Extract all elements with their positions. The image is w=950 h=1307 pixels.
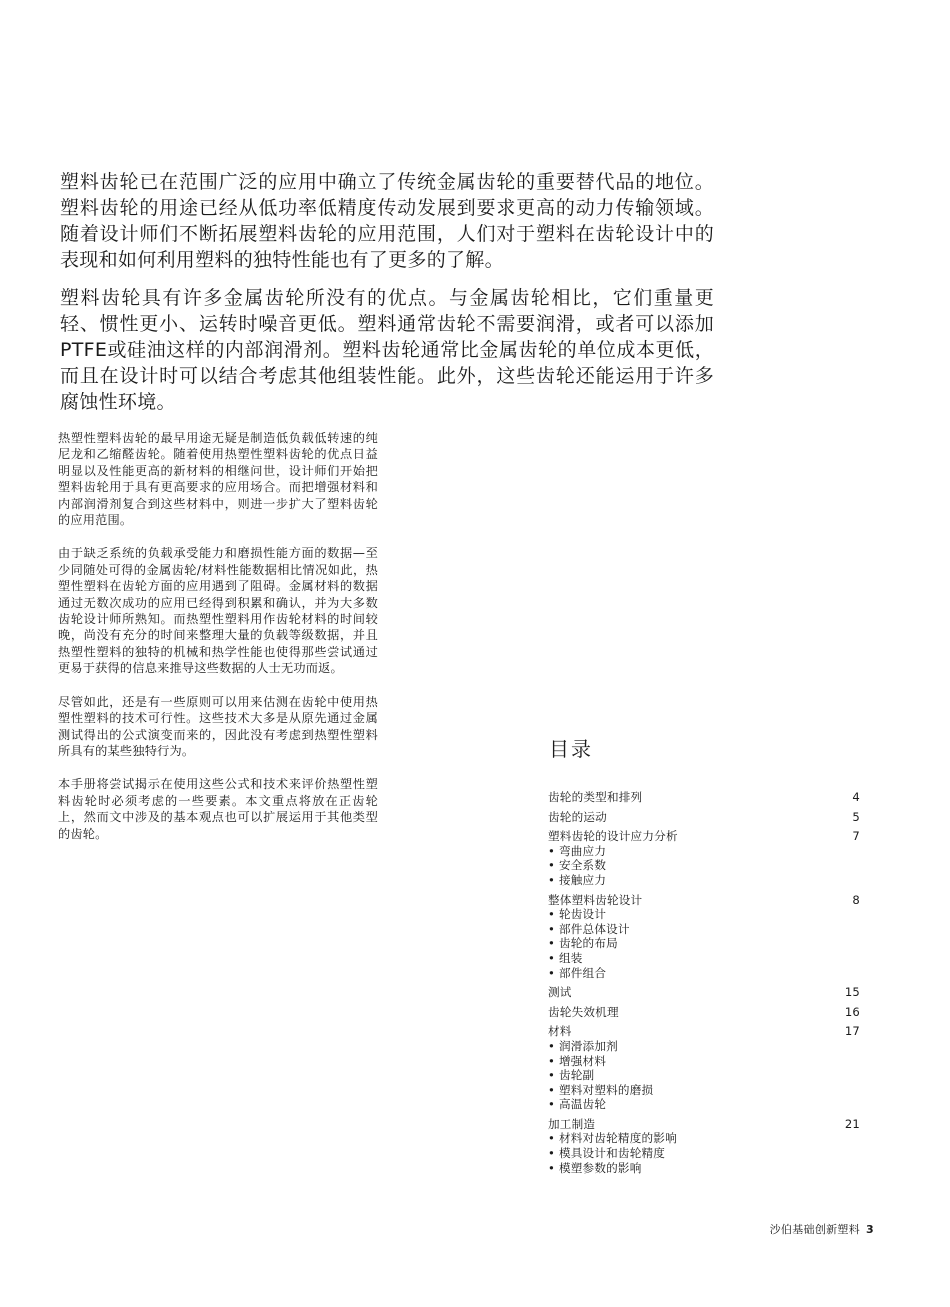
- toc-subitem: • 模塑参数的影响: [548, 1161, 864, 1176]
- toc-entry-label: 齿轮失效机理: [548, 1004, 619, 1019]
- toc-entry-page: 21: [844, 1116, 860, 1131]
- toc-entry[interactable]: [548, 1005, 864, 1020]
- footer-brand: 沙伯基础创新塑料: [769, 1223, 861, 1236]
- toc-entry-label: 测试: [548, 985, 572, 1000]
- toc-subitem: • 组装: [548, 951, 864, 966]
- body-paragraph-3: 尽管如此，还是有一些原则可以用来估测在齿轮中使用热塑性塑料的技术可行性。这些技术大多是从原先通过金属测试得出的公式演变而来的，因此没有考虑到热塑性塑料所具有的某些独特行为。: [58, 694, 378, 758]
- toc-subitem: • 塑料对塑料的磨损: [548, 1083, 864, 1098]
- toc-subitem: • 高温齿轮: [548, 1097, 864, 1112]
- toc-entry-page: 5: [852, 809, 860, 824]
- toc-entry-label: 塑料齿轮的设计应力分析: [548, 829, 678, 844]
- toc-title: 目录: [549, 737, 593, 761]
- toc-subitem: • 材料对齿轮精度的影响: [548, 1131, 864, 1146]
- body-paragraph-1: 热塑性塑料齿轮的最早用途无疑是制造低负载低转速的纯尼龙和乙缩醛齿轮。随着使用热塑性塑料齿轮的优点日益明显以及性能更高的新材料的相继问世，设计师们开始把塑料齿轮用于具有更高要求的应用场合。而把增强材料和内部润滑剂复合到这些材料中，则进一步扩大了塑料齿轮的应用范围。: [58, 431, 378, 528]
- toc-subitem: • 部件总体设计: [548, 922, 864, 937]
- toc-entry[interactable]: [548, 829, 864, 887]
- toc-entry[interactable]: [548, 790, 864, 805]
- toc-entry-label: 齿轮的运动: [548, 809, 607, 824]
- toc-entry-label: 材料: [548, 1024, 572, 1039]
- toc-entry[interactable]: [548, 1024, 864, 1112]
- toc-entry-page: 8: [852, 892, 860, 907]
- toc-entry-page: 17: [844, 1024, 860, 1039]
- toc-subitem: • 增强材料: [548, 1054, 864, 1069]
- toc-entry[interactable]: [548, 810, 864, 825]
- toc-entry-label: 加工制造: [548, 1116, 596, 1131]
- intro-paragraph-1: 塑料齿轮已在范围广泛的应用中确立了传统金属齿轮的重要替代品的地位。塑料齿轮的用途已经从低功率低精度传动发展到要求更高的动力传输领域。随着设计师们不断拓展塑料齿轮的应用范围，人们对于塑料在齿轮设计中的表现和如何利用塑料的独特性能也有了更多的了解。: [60, 171, 714, 271]
- toc-subitem: • 齿轮副: [548, 1068, 864, 1083]
- body-paragraph-4: 本手册将尝试揭示在使用这些公式和技术来评价热塑性塑料齿轮时必须考虑的一些要素。本文重点将放在正齿轮上，然而文中涉及的基本观点也可以扩展运用于其他类型的齿轮。: [58, 777, 378, 841]
- toc-subitem: • 安全系数: [548, 858, 864, 873]
- toc-entry-label: 整体塑料齿轮设计: [548, 892, 643, 907]
- toc-subitem: • 弯曲应力: [548, 844, 864, 859]
- toc-entry[interactable]: [548, 1117, 864, 1175]
- toc-subitem: • 轮齿设计: [548, 907, 864, 922]
- intro-paragraph-2: 塑料齿轮具有许多金属齿轮所没有的优点。与金属齿轮相比，它们重量更轻、惯性更小、运转时噪音更低。塑料通常齿轮不需要润滑，或者可以添加PTFE或硅油这样的内部润滑剂。塑料齿轮通常比金属齿轮的单位成本更低，而且在设计时可以结合考虑其他组装性能。此外，这些齿轮还能运用于许多腐蚀性环境。: [60, 287, 714, 413]
- toc-subitem: • 接触应力: [548, 873, 864, 888]
- toc-subitem: • 部件组合: [548, 966, 864, 981]
- table-of-contents: [548, 790, 864, 1180]
- toc-entry-page: 15: [844, 985, 860, 1000]
- toc-subitem: • 润滑添加剂: [548, 1039, 864, 1054]
- toc-entry-page: 16: [844, 1004, 860, 1019]
- toc-entry-page: 4: [852, 790, 860, 804]
- toc-entry[interactable]: [548, 893, 864, 981]
- page-number: 3: [866, 1223, 874, 1236]
- toc-entry[interactable]: [548, 985, 864, 1000]
- toc-subitem: • 模具设计和齿轮精度: [548, 1146, 864, 1161]
- toc-entry-page: 7: [852, 829, 860, 844]
- toc-entry-label: 齿轮的类型和排列: [548, 790, 643, 804]
- body-column: [58, 430, 378, 859]
- body-paragraph-2: 由于缺乏系统的负载承受能力和磨损性能方面的数据—至少同随处可得的金属齿轮/材料性能数据相比情况如此，热塑性塑料在齿轮方面的应用遇到了阻碍。金属材料的数据通过无数次成功的应用已经得到积累和确认，并为大多数齿轮设计师所熟知。而热塑性塑料用作齿轮材料的时间较晚，尚没有充分的时间来整理大量的负载等级数据，并且热塑性塑料的独特的机械和热学性能也使得那些尝试通过更易于获得的信息来推导这些数据的人士无功而返。: [58, 546, 378, 676]
- toc-subitem: • 齿轮的布局: [548, 936, 864, 951]
- page-footer: [770, 1221, 874, 1237]
